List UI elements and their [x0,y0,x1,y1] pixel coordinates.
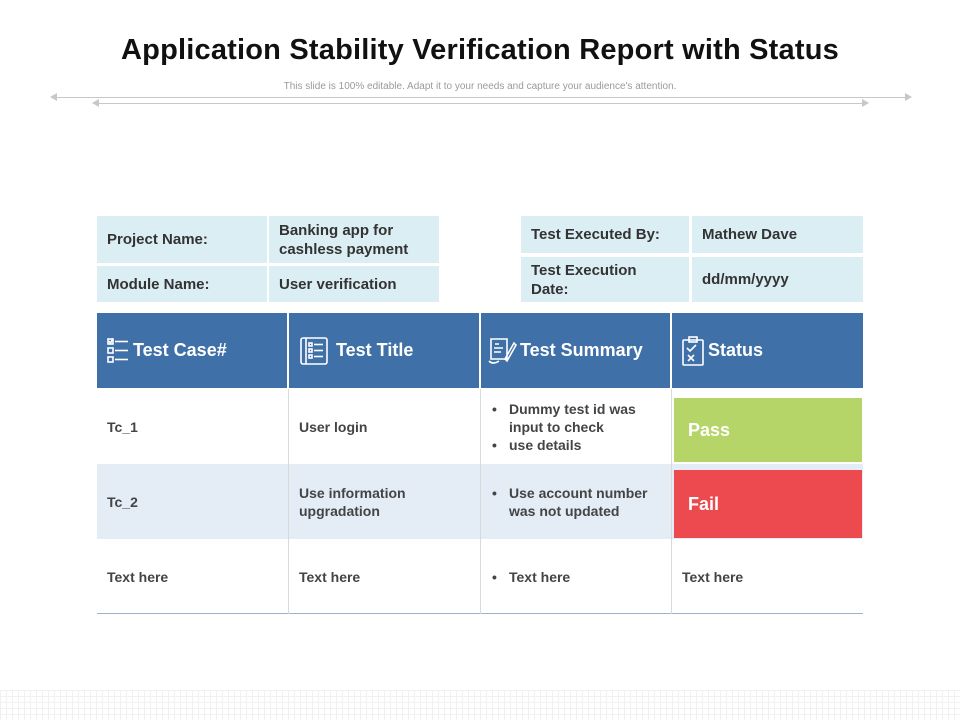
executed-by-label: Test Executed By: [521,216,689,253]
header-label: Test Summary [520,340,643,360]
status-cell: Text here [682,568,744,585]
test-title-cell: User login [299,418,368,435]
checklist-icon [107,337,129,365]
rule-arrow-right-icon [862,99,869,107]
top-rule [55,97,905,98]
header-label: Test Title [336,340,414,360]
test-case-cell: Tc_1 [107,418,138,435]
page-subtitle: This slide is 100% editable. Adapt it to your needs and capture your audience's attention. [283,81,677,92]
page-title: Application Stability Verification Report with Status [121,34,839,66]
test-title-cell: Text here [299,568,361,585]
execution-date-label: Test Execution Date: [521,257,689,302]
status-pass-badge: Pass [674,398,862,462]
test-summary-cell [481,539,670,614]
summary-item: • Use account number was not updated [509,484,660,520]
project-name-value: Banking app for cashless payment [269,216,439,263]
note-pen-icon [487,335,517,367]
rule-arrow-left-icon [92,99,99,107]
summary-item: • Dummy test id was input to check [509,400,650,436]
clipboard-check-icon [682,336,704,366]
rule-arrow-left-icon [50,93,57,101]
test-title-cell: Use information upgradation [299,484,406,519]
background-grid-pattern [0,690,960,720]
header-label: Test Case# [133,340,227,360]
summary-list [491,568,570,586]
test-summary-cell [481,389,670,464]
summary-list [491,484,660,520]
module-name-label: Module Name: [97,266,267,302]
header-test-title [289,313,479,388]
test-case-cell: Tc_2 [107,493,138,510]
test-case-cell: Text here [107,568,169,585]
project-name-label: Project Name: [97,216,267,263]
rule-arrow-right-icon [905,93,912,101]
header-test-summary [481,313,670,388]
status-fail-badge: Fail [674,470,862,538]
document-list-icon [299,336,329,366]
test-summary-cell [481,464,670,539]
summary-item: • use details [509,436,650,454]
header-label: Status [708,340,764,360]
summary-item: • Text here [509,568,570,586]
executed-by-value: Mathew Dave [692,216,863,253]
module-name-value: User verification [269,266,439,302]
summary-list [491,400,650,454]
inner-rule [97,103,863,104]
execution-date-value: dd/mm/yyyy [692,257,863,302]
header-status [672,313,863,388]
header-test-case [97,313,287,388]
